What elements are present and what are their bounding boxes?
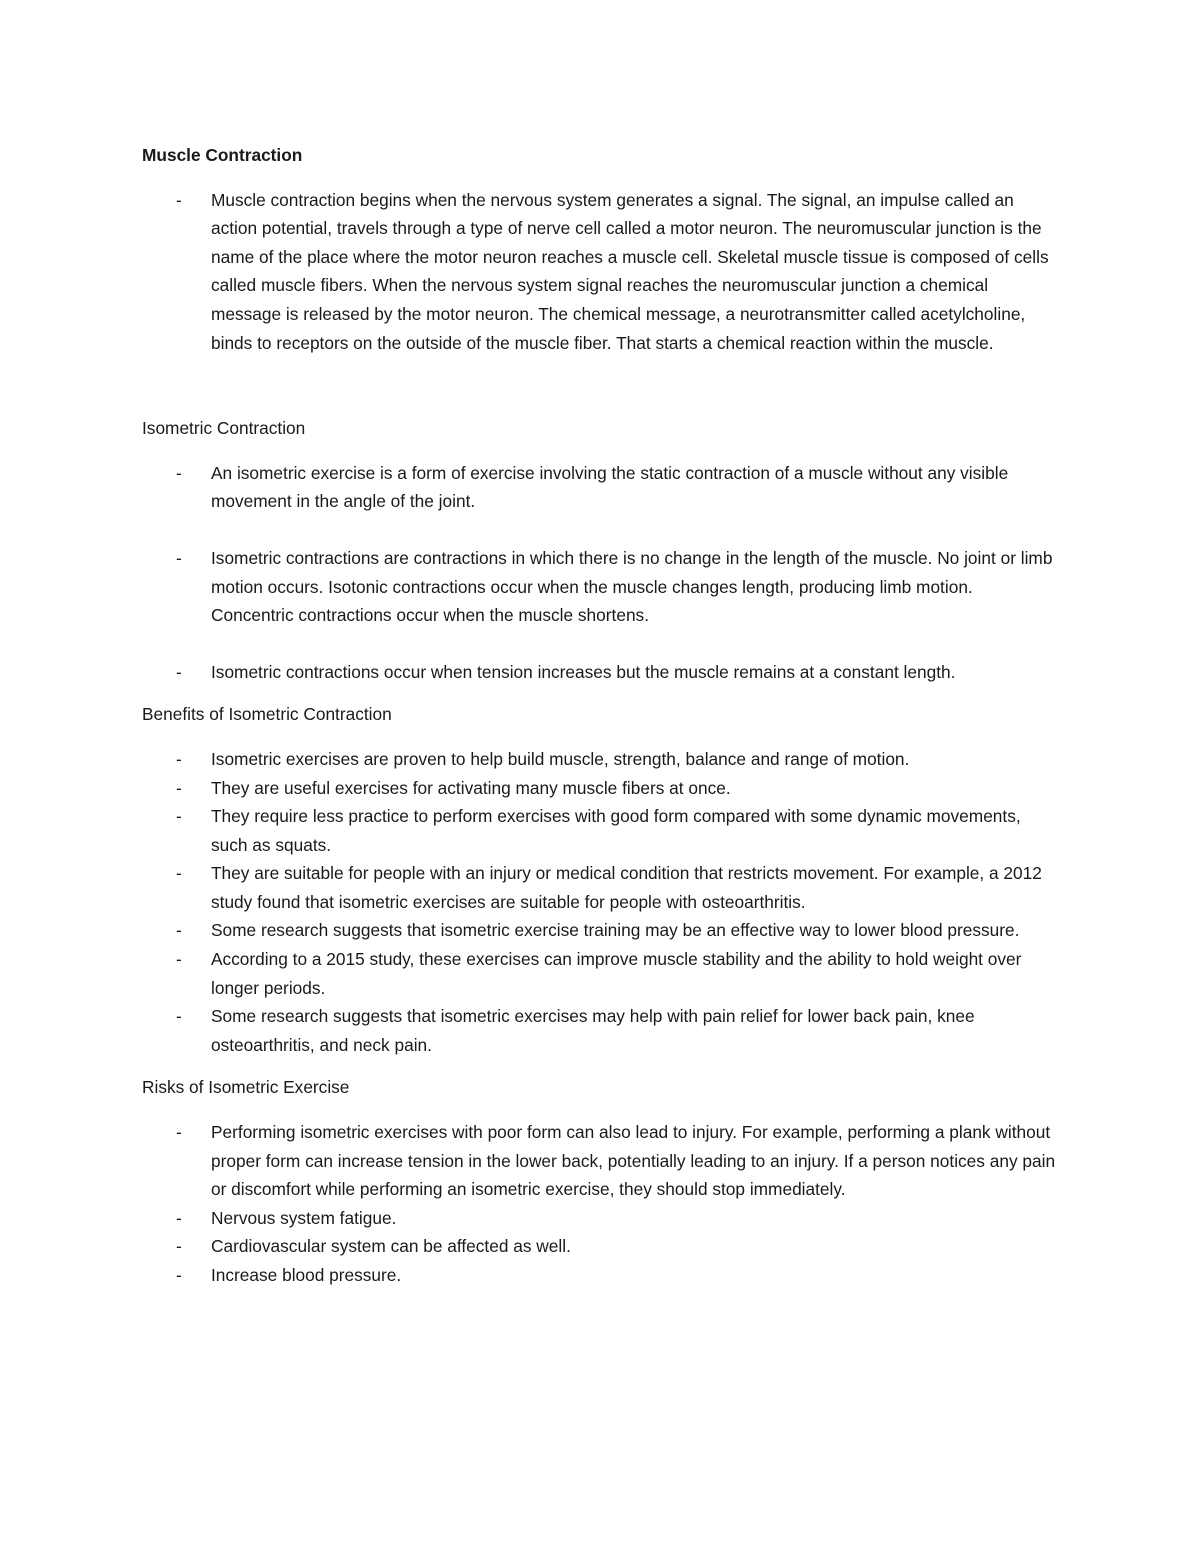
bullet-list bbox=[142, 186, 1057, 358]
section-heading: Muscle Contraction bbox=[142, 145, 303, 165]
bullet-dash: - bbox=[176, 863, 182, 884]
list-item bbox=[142, 1118, 1057, 1204]
bullet-dash: - bbox=[176, 1122, 182, 1143]
list-item-text: Isometric contractions occur when tension increases but the muscle remains at a constant length. bbox=[211, 661, 956, 682]
list-item-text: Isometric contractions are contractions in which there is no change in the length of the muscle. No joint or limb motion occurs. Isotonic contractions occur when the muscle changes length, producing limb motion. Concentric contractions occur when the muscle shortens. bbox=[211, 547, 1053, 626]
section-muscle-contraction bbox=[142, 141, 1057, 357]
list-item bbox=[142, 945, 1057, 1002]
list-item-text: They are suitable for people with an injury or medical condition that restricts movement. For example, a 2012 study found that isometric exercises are suitable for people with osteoarthritis. bbox=[211, 863, 1042, 912]
list-item-text: Increase blood pressure. bbox=[211, 1265, 402, 1285]
list-item bbox=[142, 859, 1057, 916]
section-isometric-contraction bbox=[142, 414, 1057, 686]
list-item-text: An isometric exercise is a form of exercise involving the static contraction of a muscle without any visible movement in the angle of the joint. bbox=[211, 462, 1009, 512]
list-item-text: Some research suggests that isometric exercises may help with pain relief for lower back pain, knee osteoarthritis, and neck pain. bbox=[211, 1006, 975, 1055]
list-item bbox=[142, 774, 1057, 803]
document-body bbox=[142, 141, 1057, 1290]
bullet-dash: - bbox=[176, 1006, 182, 1027]
list-item bbox=[142, 1002, 1057, 1059]
list-item-text: Muscle contraction begins when the nervous system generates a signal. The signal, an impulse called an action potential, travels through a type of nerve cell called a motor neuron. The neuromuscular junction is the name of the place where the motor neuron reaches a muscle cell. Skeletal muscle tissue is composed of cells called muscle fibers. When the nervous system signal reaches the neuromuscular junction a chemical message is released by the motor neuron. The chemical message, a neurotransmitter called acetylcholine, binds to receptors on the outside of the muscle fiber. That starts a chemical reaction within the muscle. bbox=[211, 189, 1049, 353]
list-item-text: According to a 2015 study, these exercises can improve muscle stability and the ability to hold weight over longer periods. bbox=[211, 949, 1022, 998]
list-item bbox=[142, 1261, 1057, 1290]
bullet-dash: - bbox=[176, 949, 182, 970]
list-item-text: Isometric exercises are proven to help build muscle, strength, balance and range of motion. bbox=[211, 748, 910, 769]
bullet-dash: - bbox=[176, 462, 182, 483]
list-item-text: They are useful exercises for activating many muscle fibers at once. bbox=[211, 777, 731, 798]
bullet-list bbox=[142, 745, 1057, 1060]
bullet-dash: - bbox=[176, 748, 182, 769]
bullet-dash: - bbox=[176, 1265, 182, 1285]
bullet-dash: - bbox=[176, 920, 182, 941]
list-item-text: Some research suggests that isometric exercise training may be an effective way to lower blood pressure. bbox=[211, 920, 1020, 941]
section-heading: Risks of Isometric Exercise bbox=[142, 1077, 350, 1098]
bullet-list bbox=[142, 1118, 1057, 1290]
list-item bbox=[142, 1204, 1057, 1233]
list-item bbox=[142, 459, 1057, 516]
list-item bbox=[142, 916, 1057, 945]
list-item bbox=[142, 1232, 1057, 1261]
list-item-text: Nervous system fatigue. bbox=[211, 1207, 397, 1228]
list-item bbox=[142, 745, 1057, 774]
list-item-text: Cardiovascular system can be affected as well. bbox=[211, 1236, 571, 1257]
bullet-dash: - bbox=[176, 806, 182, 827]
list-item-text: Performing isometric exercises with poor form can also lead to injury. For example, performing a plank without proper form can increase tension in the lower back, potentially leading to an injury. If a person notices any pain or discomfort while performing an isometric exercise, they should stop immediately. bbox=[211, 1122, 1056, 1200]
bullet-dash: - bbox=[176, 661, 182, 682]
list-item bbox=[142, 802, 1057, 859]
section-benefits bbox=[142, 700, 1057, 1059]
bullet-dash: - bbox=[176, 1207, 182, 1228]
bullet-list bbox=[142, 459, 1057, 687]
list-item bbox=[142, 186, 1057, 358]
bullet-dash: - bbox=[176, 189, 182, 210]
list-item-text: They require less practice to perform exercises with good form compared with some dynamic movements, such as squats. bbox=[211, 806, 1021, 855]
section-heading: Isometric Contraction bbox=[142, 418, 306, 439]
bullet-dash: - bbox=[176, 547, 182, 568]
section-risks bbox=[142, 1073, 1057, 1289]
section-heading: Benefits of Isometric Contraction bbox=[142, 704, 392, 725]
list-item bbox=[142, 544, 1057, 630]
bullet-dash: - bbox=[176, 777, 182, 798]
list-item bbox=[142, 658, 1057, 687]
bullet-dash: - bbox=[176, 1236, 182, 1257]
